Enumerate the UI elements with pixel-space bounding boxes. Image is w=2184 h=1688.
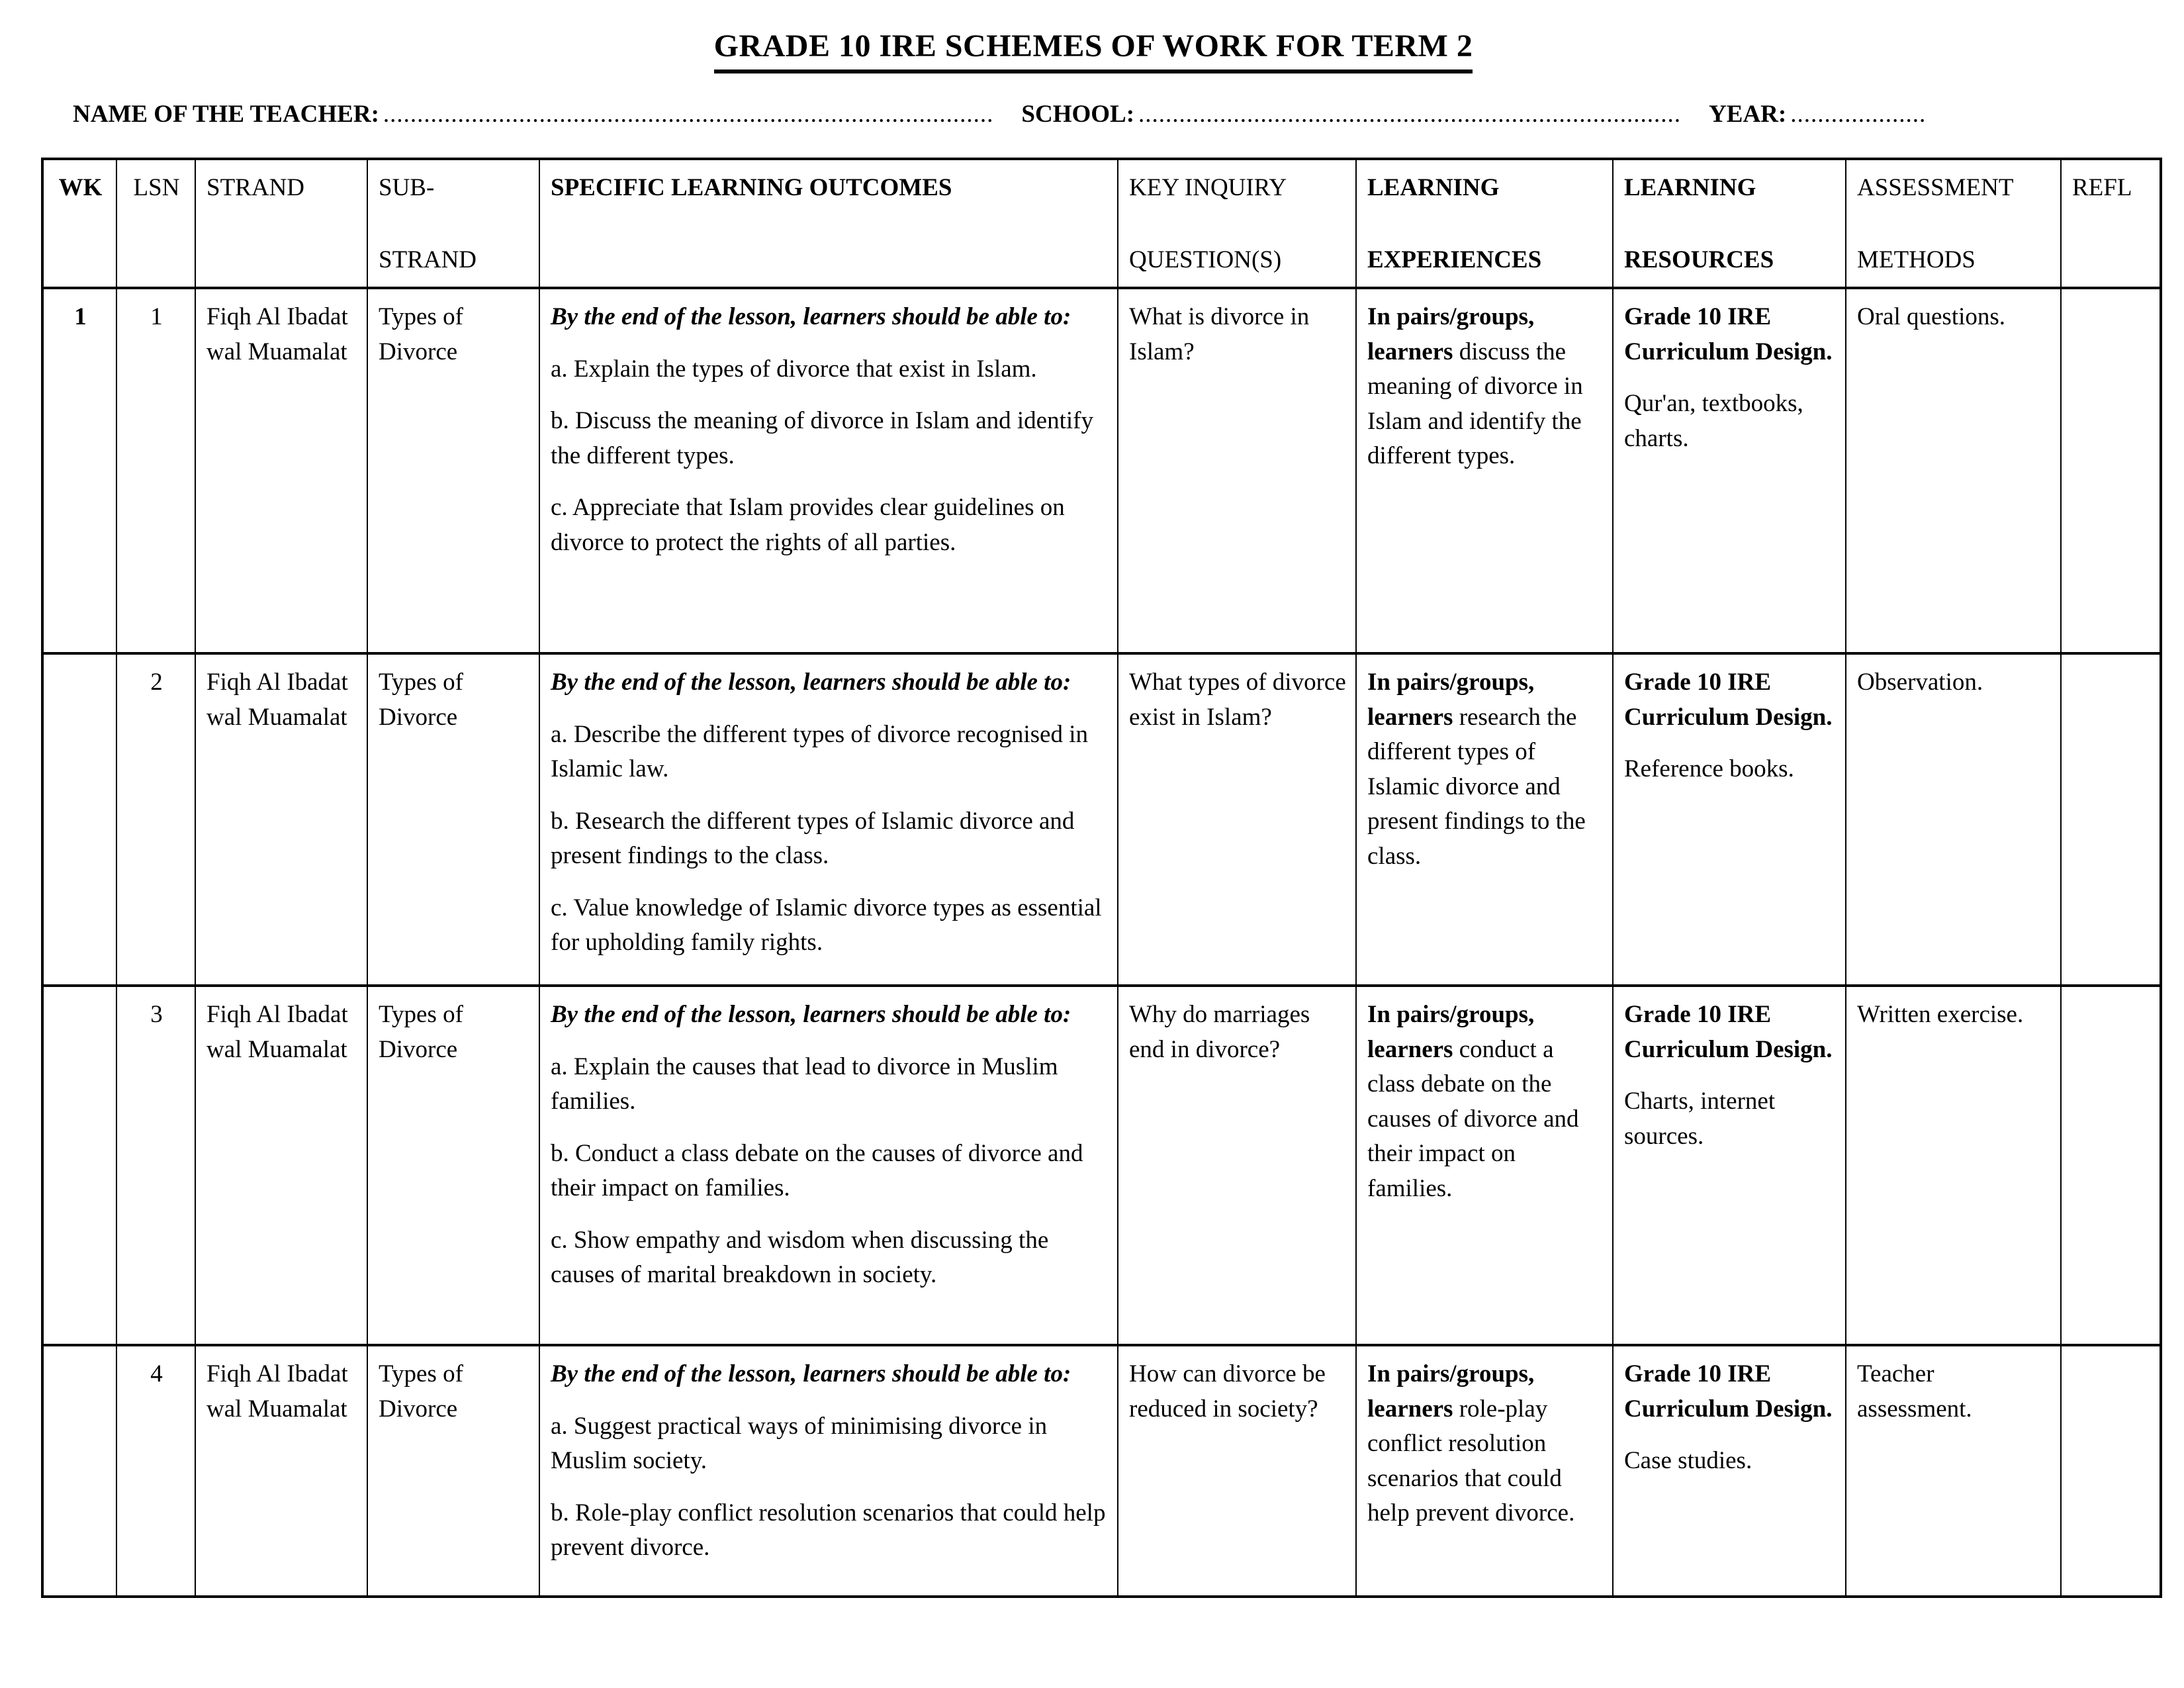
cell-outcomes: By the end of the lesson, learners should be able to: a. Explain the causes that lead to divorce in Muslim families. b. Conduct a class debate on the causes of divorce and their impact on families. c. Show empathy and wisdom when discussing the causes of marital breakdown in society. xyxy=(539,986,1118,1345)
cell-learning-resources: Grade 10 IRE Curriculum Design. Qur'an, textbooks, charts. xyxy=(1613,288,1846,653)
cell-strand: Fiqh Al Ibadat wal Muamalat xyxy=(195,1345,367,1597)
header-row xyxy=(42,159,2161,288)
col-header-key-inquiry: KEY INQUIRY QUESTION(S) xyxy=(1118,159,1356,288)
cell-substrand: Types of Divorce xyxy=(367,1345,539,1597)
cell-substrand: Types of Divorce xyxy=(367,288,539,653)
cell-assessment: Oral questions. xyxy=(1846,288,2061,653)
cell-substrand: Types of Divorce xyxy=(367,986,539,1345)
cell-lsn: 2 xyxy=(116,653,195,986)
cell-assessment: Written exercise. xyxy=(1846,986,2061,1345)
cell-lsn: 1 xyxy=(116,288,195,653)
col-header-lsn: LSN xyxy=(116,159,195,288)
year-label: YEAR: xyxy=(1709,101,1787,128)
table-row-lesson-4 xyxy=(42,1345,2161,1597)
col-header-learning-experiences: LEARNING EXPERIENCES xyxy=(1356,159,1613,288)
schemes-of-work-table xyxy=(41,158,2162,1598)
cell-learning-experiences: In pairs/groups, learners discuss the meaning of divorce in Islam and identify the different types. xyxy=(1356,288,1613,653)
cell-refl xyxy=(2061,986,2161,1345)
col-header-substrand: SUB- STRAND xyxy=(367,159,539,288)
title-wrap xyxy=(41,28,2146,73)
cell-outcomes: By the end of the lesson, learners should be able to: a. Suggest practical ways of minimising divorce in Muslim society. b. Role-play conflict resolution scenarios that could help prevent divorce. xyxy=(539,1345,1118,1597)
cell-strand: Fiqh Al Ibadat wal Muamalat xyxy=(195,288,367,653)
col-header-wk: WK xyxy=(42,159,116,288)
cell-assessment: Teacher assessment. xyxy=(1846,1345,2061,1597)
cell-refl xyxy=(2061,653,2161,986)
cell-refl xyxy=(2061,288,2161,653)
table-row-lesson-2 xyxy=(42,653,2161,986)
meta-line xyxy=(73,100,2146,128)
cell-substrand: Types of Divorce xyxy=(367,653,539,986)
cell-strand: Fiqh Al Ibadat wal Muamalat xyxy=(195,653,367,986)
cell-outcomes: By the end of the lesson, learners should be able to: a. Explain the types of divorce that exist in Islam. b. Discuss the meaning of divorce in Islam and identify the different types. c. Appreciate that Islam provides clear guidelines on divorce to protect the rights of all parties. xyxy=(539,288,1118,653)
cell-assessment: Observation. xyxy=(1846,653,2061,986)
cell-learning-resources: Grade 10 IRE Curriculum Design. Charts, internet sources. xyxy=(1613,986,1846,1345)
cell-key-inquiry: What types of divorce exist in Islam? xyxy=(1118,653,1356,986)
school-fill-line: ................................................................................ xyxy=(1138,101,1682,128)
cell-learning-experiences: In pairs/groups, learners research the different types of Islamic divorce and present findings to the class. xyxy=(1356,653,1613,986)
school-label: SCHOOL: xyxy=(1021,101,1135,128)
table-row-lesson-1 xyxy=(42,288,2161,653)
cell-wk xyxy=(42,653,116,986)
col-header-refl: REFL xyxy=(2061,159,2161,288)
page-title: GRADE 10 IRE SCHEMES OF WORK FOR TERM 2 xyxy=(714,28,1473,73)
col-header-learning-resources: LEARNING RESOURCES xyxy=(1613,159,1846,288)
cell-outcomes: By the end of the lesson, learners should be able to: a. Describe the different types of divorce recognised in Islamic law. b. Research the different types of Islamic divorce and present findings to the class. c. Value knowledge of Islamic divorce types as essential for upholding family rights. xyxy=(539,653,1118,986)
cell-learning-resources: Grade 10 IRE Curriculum Design. Reference books. xyxy=(1613,653,1846,986)
cell-learning-resources: Grade 10 IRE Curriculum Design. Case studies. xyxy=(1613,1345,1846,1597)
teacher-fill-line: .......................................................................................... xyxy=(383,101,994,128)
cell-wk xyxy=(42,1345,116,1597)
cell-learning-experiences: In pairs/groups, learners conduct a class debate on the causes of divorce and their impact on families. xyxy=(1356,986,1613,1345)
year-fill-line: .................... xyxy=(1790,101,1927,128)
col-header-strand: STRAND xyxy=(195,159,367,288)
cell-lsn: 4 xyxy=(116,1345,195,1597)
table-row-lesson-3 xyxy=(42,986,2161,1345)
cell-wk: 1 xyxy=(42,288,116,653)
cell-key-inquiry: What is divorce in Islam? xyxy=(1118,288,1356,653)
cell-key-inquiry: How can divorce be reduced in society? xyxy=(1118,1345,1356,1597)
cell-key-inquiry: Why do marriages end in divorce? xyxy=(1118,986,1356,1345)
teacher-label: NAME OF THE TEACHER: xyxy=(73,101,379,128)
cell-strand: Fiqh Al Ibadat wal Muamalat xyxy=(195,986,367,1345)
cell-learning-experiences: In pairs/groups, learners role-play conflict resolution scenarios that could help prevent divorce. xyxy=(1356,1345,1613,1597)
cell-lsn: 3 xyxy=(116,986,195,1345)
col-header-outcomes: SPECIFIC LEARNING OUTCOMES xyxy=(539,159,1118,288)
cell-wk xyxy=(42,986,116,1345)
cell-refl xyxy=(2061,1345,2161,1597)
col-header-assessment: ASSESSMENT METHODS xyxy=(1846,159,2061,288)
